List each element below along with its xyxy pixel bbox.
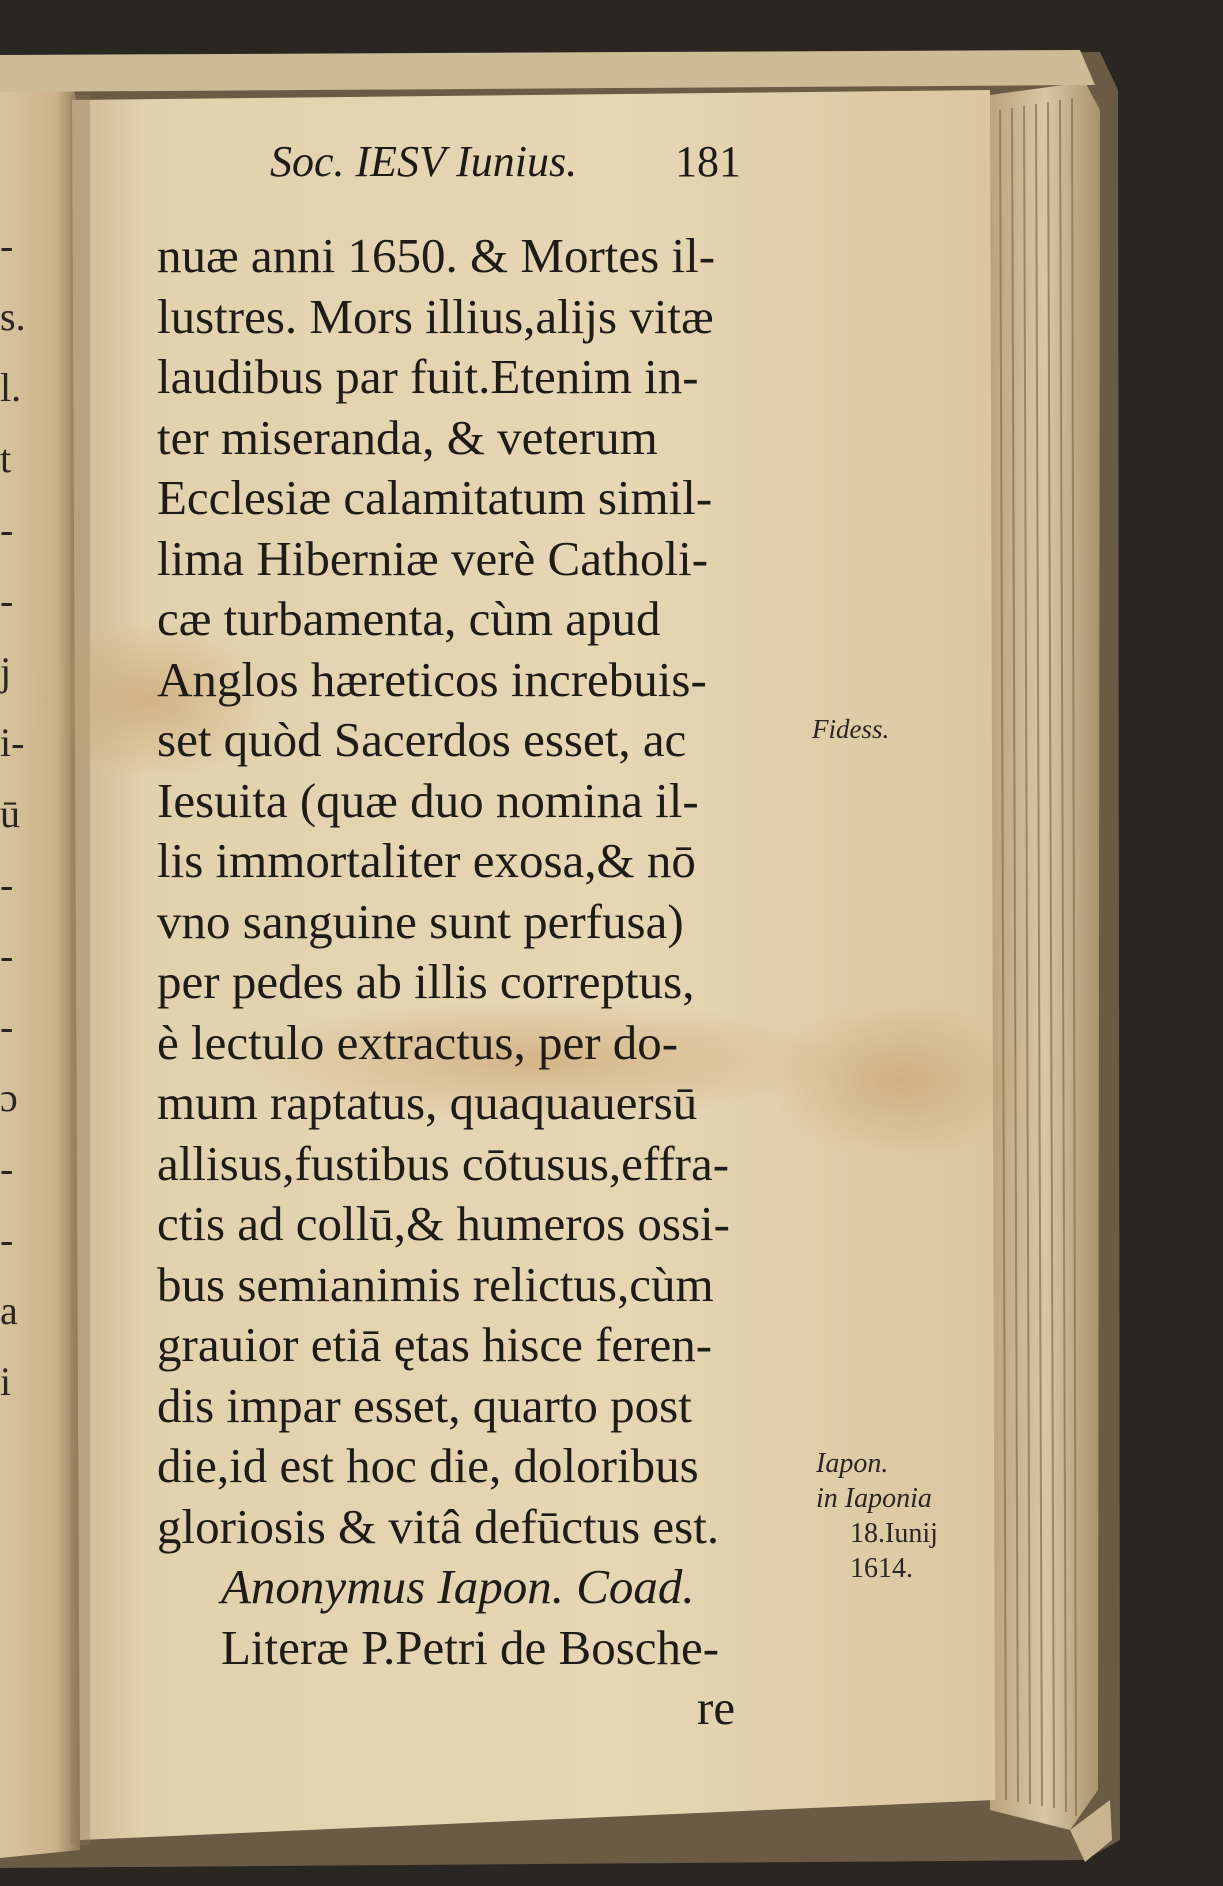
- left-page-fragment: -: [0, 1146, 14, 1191]
- text-line: mum raptatus, quaquauersū: [157, 1075, 698, 1130]
- text-line: nuæ anni 1650. & Mortes il-: [157, 228, 716, 283]
- left-page-fragment: j: [0, 649, 12, 694]
- catchword: re: [697, 1680, 736, 1735]
- page-stack-edge: [990, 82, 1100, 1830]
- text-line: Ecclesiæ calamitatum simil-: [157, 470, 713, 525]
- text-line: lis immortaliter exosa,& nō: [157, 833, 696, 888]
- left-page-fragment: i: [0, 1359, 12, 1404]
- left-page-fragment: -: [0, 1217, 14, 1262]
- left-page-fragment: ū: [0, 791, 20, 836]
- margin-note-line: 1614.: [850, 1553, 913, 1584]
- margin-note-line: in Iaponia: [816, 1483, 932, 1514]
- text-line: Anglos hæreticos increbuis-: [157, 651, 707, 707]
- left-page-fragment: ɔ: [0, 1075, 18, 1120]
- left-page-fragment: -: [0, 507, 14, 552]
- text-line: bus semianimis relictus,cùm: [157, 1256, 714, 1312]
- text-line: ctis ad collū,& humeros ossi-: [157, 1196, 730, 1251]
- text-line: è lectulo extractus, per do-: [157, 1014, 679, 1070]
- next-line: Literæ P.Petri de Bosche-: [221, 1619, 720, 1675]
- text-line: laudibus par fuit.Etenim in-: [157, 349, 699, 404]
- margin-note-line: 18.Iunij: [850, 1518, 938, 1549]
- left-page-fragment: i-: [0, 720, 25, 765]
- text-line: vno sanguine sunt perfusa): [157, 893, 684, 949]
- left-page-fragment: a: [0, 1288, 18, 1333]
- left-page-fragment: -: [0, 862, 14, 907]
- margin-note-line: Iapon.: [816, 1448, 889, 1479]
- page-number: 181: [675, 137, 741, 186]
- body-lines: [157, 226, 797, 1557]
- text-line: grauior etiā ętas hisce feren-: [157, 1317, 713, 1372]
- left-page-fragment: l.: [0, 365, 22, 410]
- left-page-fragment: -: [0, 578, 14, 623]
- water-stain: [770, 1000, 1030, 1160]
- body-text: [157, 226, 797, 1739]
- attribution-line: Anonymus Iapon. Coad.: [221, 1559, 695, 1614]
- page-header: [270, 136, 790, 196]
- left-page-fragments: [0, 210, 30, 1417]
- left-page-fragment: s.: [0, 294, 26, 339]
- left-page-fragment: -: [0, 1004, 14, 1049]
- text-line: die,id est hoc die, doloribus: [157, 1438, 699, 1493]
- text-line: per pedes ab illis correptus,: [157, 954, 695, 1009]
- left-page-fragment: t: [0, 436, 12, 481]
- running-title: Soc. IESV Iunius.: [270, 137, 578, 186]
- text-line: lima Hiberniæ verè Catholi-: [157, 530, 709, 586]
- text-line: allisus,fustibus cōtusus,effra-: [157, 1135, 730, 1191]
- text-line: set quòd Sacerdos esset, ac: [157, 712, 687, 767]
- margin-note-japan: [816, 1446, 938, 1586]
- text-line: gloriosis & vitâ defūctus est.: [157, 1498, 720, 1554]
- left-page-fragment: -: [0, 933, 14, 978]
- left-page-fragment: -: [0, 223, 14, 268]
- text-line: Iesuita (quæ duo nomina il-: [157, 772, 699, 828]
- text-line: lustres. Mors illius,alijs vitæ: [157, 288, 714, 344]
- text-line: ter miseranda, & veterum: [157, 409, 658, 465]
- text-line: dis impar esset, quarto post: [157, 1377, 692, 1433]
- margin-note-fides: Fidess.: [812, 714, 890, 744]
- text-line: cæ turbamenta, cùm apud: [157, 591, 661, 646]
